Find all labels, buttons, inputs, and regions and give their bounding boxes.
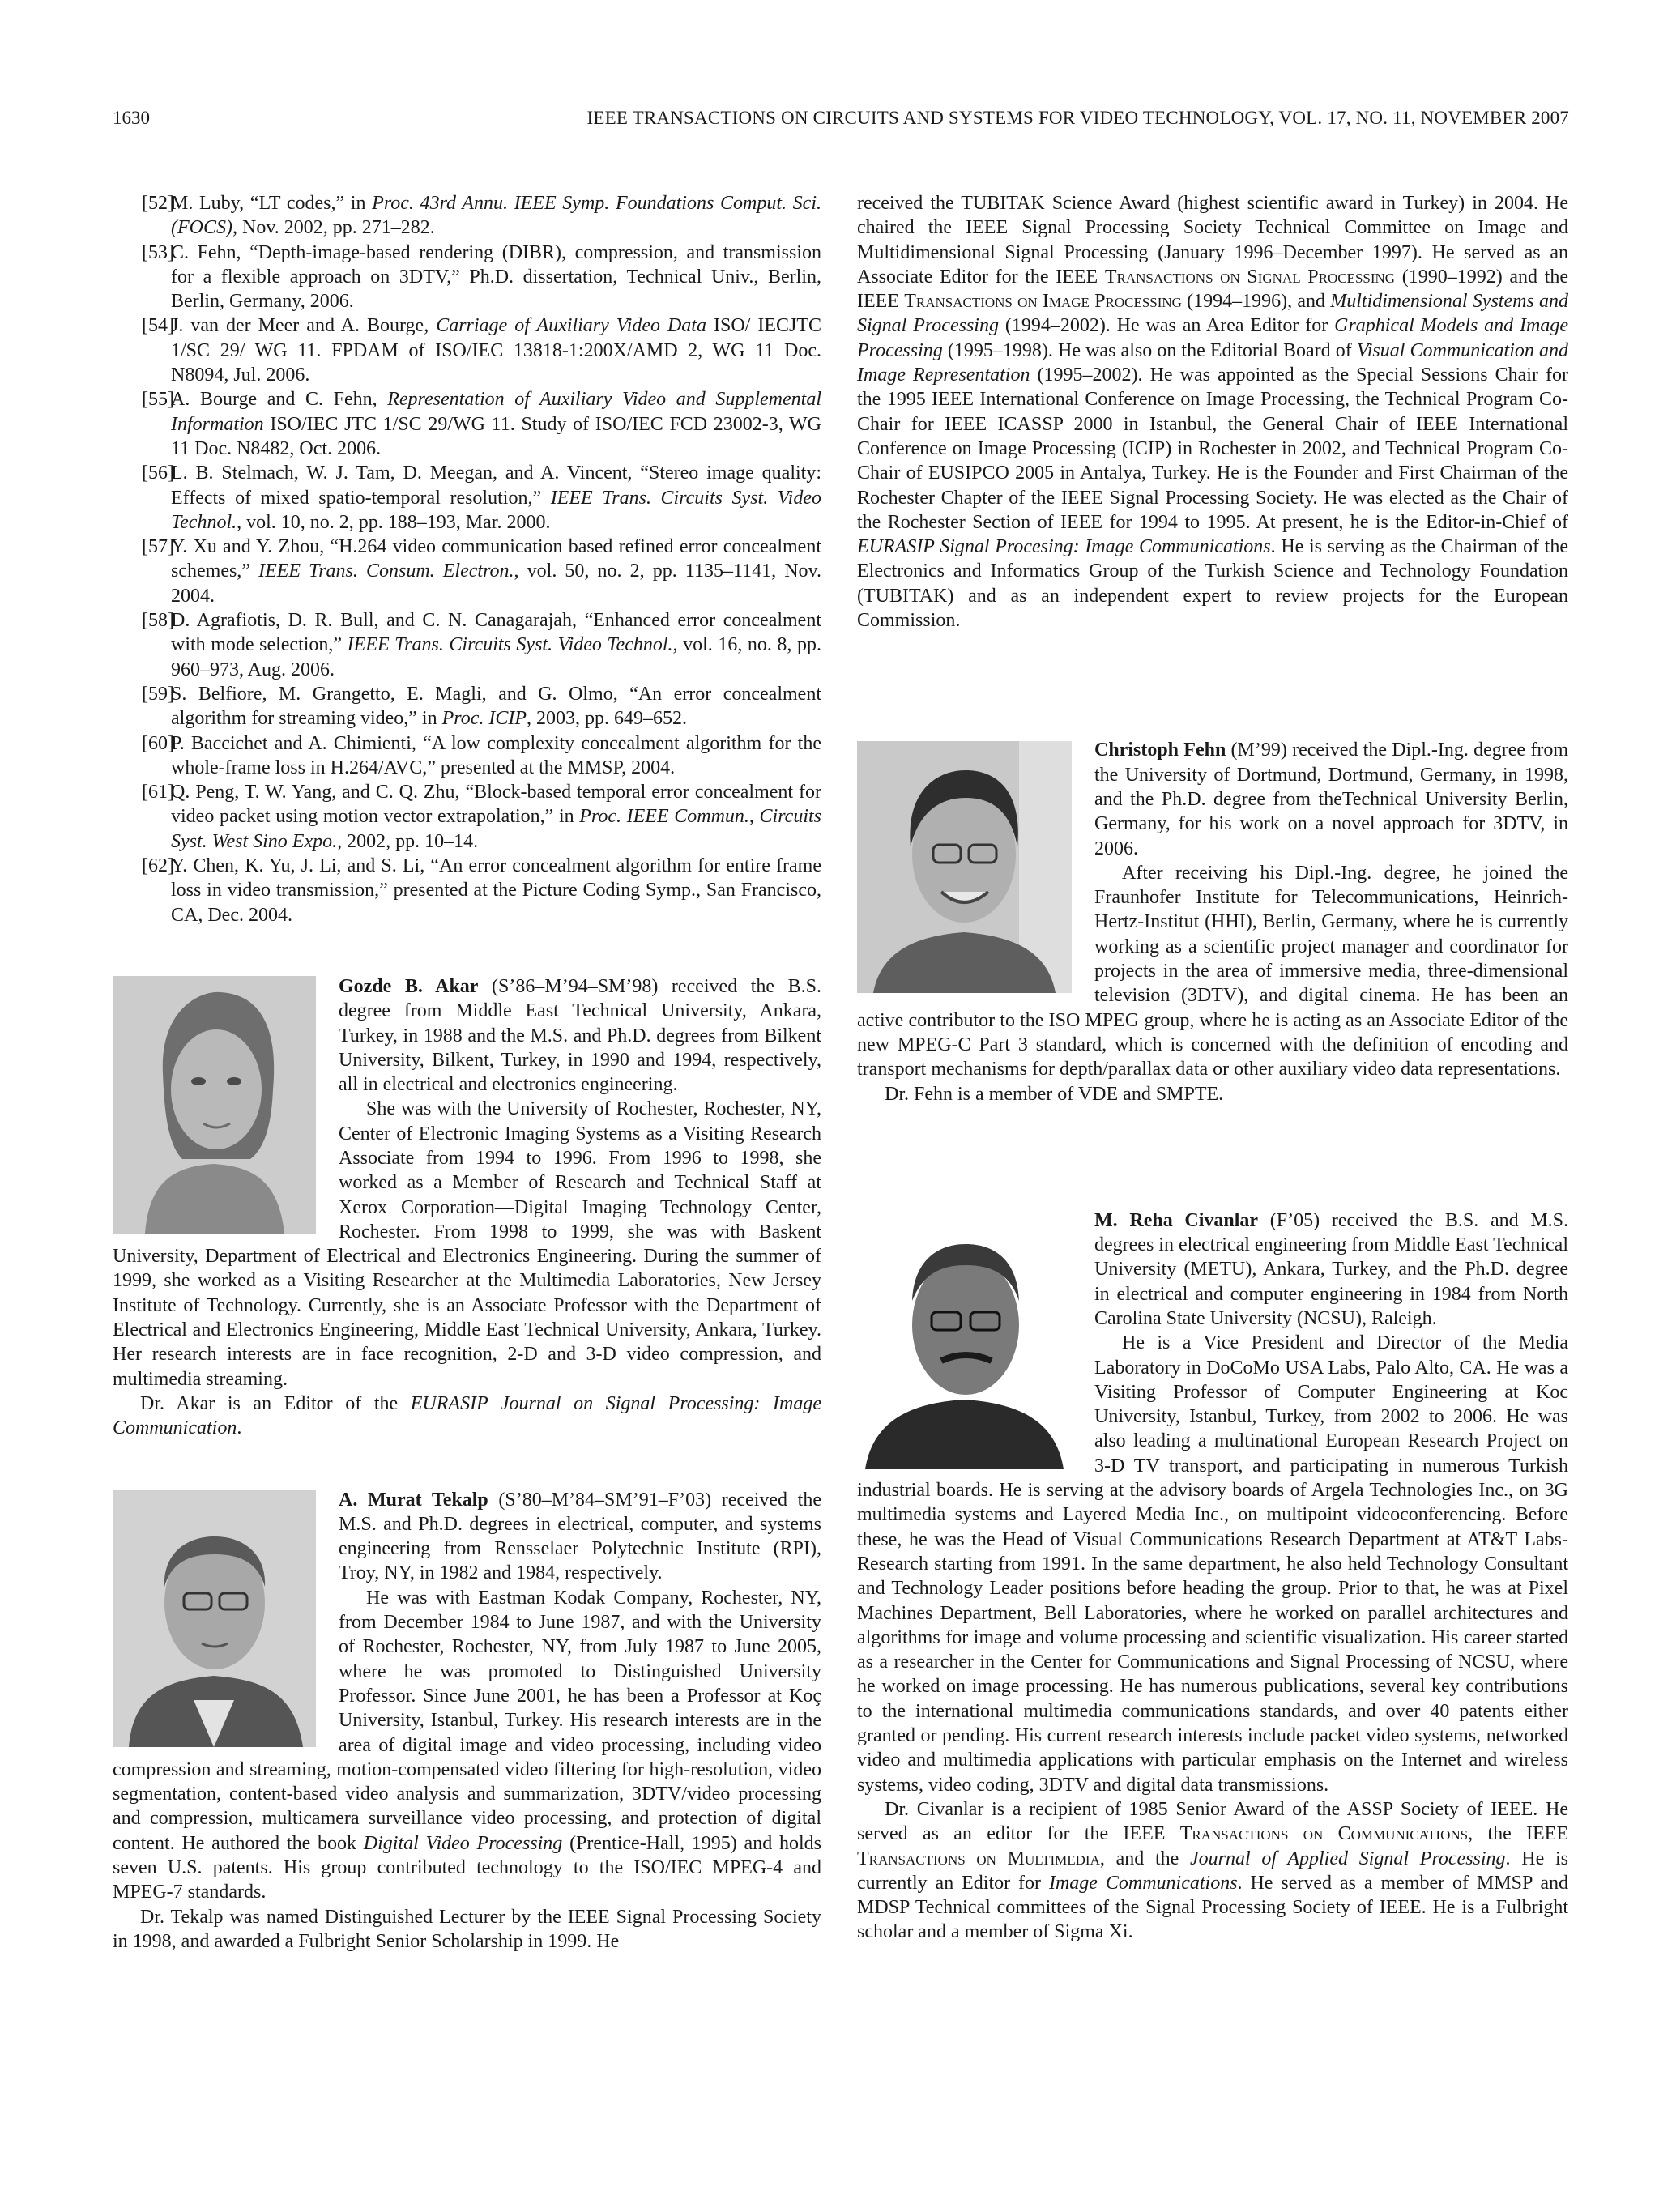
bio-text: He is a Vice President and Director of the Media Laboratory in DoCoMo USA Labs, Palo Alto, CA. He was a Visiting Professor of Computer Engineering at Koc University, Istanbul, Turkey, from 2002 to 2006. He was also leading a multinational European Research Project on 3-D TV transport, and participating in numerous Turkish industrial boards. He is serving at the advisory boards of Argela Technologies Inc., on 3G multimedia systems and Layered Media Inc., on multipoint videoconferencing. Before these, he was the Head of Visual Communications Research Department at AT&T Labs-Research starting from 1991. In the same department, he also held Technology Consultant and Technology Leader positions before heading the group. Prior to that, he was at Pixel Machines Department, Bell Laboratories, where he worked on parallel architectures and algorithms for image and volume processing and scientific visualization. His career started as a researcher in the Center for Communications and Signal Processing of NCSU, where he worked on image processing. He has numerous publications, several key contributions to the international multimedia communications standards, and over 40 patents either granted or pending. His current research interests include packet video systems, networked video and multimedia applications with particular emphasis on the Internet and wireless systems, video coding, 3DTV and digital data transmissions. bbox=[857, 1332, 1568, 1796]
bio-text: Dr. Fehn is a member of VDE and SMPTE. bbox=[885, 1083, 1224, 1105]
bio-text: Dr. Tekalp was named Distinguished Lecturer by the IEEE Signal Processing Society in 1998, and awarded a Fulbright Senior Scholarship in 1999. He bbox=[113, 1906, 821, 1952]
bio-text: Dr. Civanlar is a recipient of 1985 Senior Award of the ASSP Society of IEEE. He served as an editor for the IEEE Transactions on Communications, the IEEE Transactions on Multimedia, and the Journal of Applied Signal Processing. He is currently an Editor for Image Communications. He served as a member of MMSP and MDSP Technical committees of the Signal Processing Society of IEEE. He is a Fulbright scholar and a member of Sigma Xi. bbox=[857, 1798, 1569, 1943]
bio-text: After receiving his Dipl.-Ing. degree, he joined the Fraunhofer Institute for Telecommunications, Heinrich-Hertz-Institut (HHI), Berlin, Germany, where he is currently working as a scientific project manager and coordinator for projects in the area of immersive media, three-dimensional television (3DTV), and digital cinema. He has been an active contributor to the ISO MPEG group, where he is acting as an Associate Editor of the new MPEG-C Part 3 standard, which is concerned with the definition of encoding and transport mechanisms for depth/parallax data or other auxiliary video data representations. bbox=[857, 862, 1568, 1080]
bio-text: He was with Eastman Kodak Company, Rochester, NY, from December 1984 to June 1987, and with the University of Rochester, Rochester, NY, from July 1987 to June 2005, where he was promoted to Distinguished University Professor. Since June 2001, he has been a Professor at Koç University, Istanbul, Turkey. His research interests are in the area of digital image and video processing, including video compression and streaming, motion-compensated video filtering for high-resolution, video segmentation, content-based video analysis and summarization, 3DTV/video processing and compression, multicamera surveillance video processing, and protection of digital content. He authored the book Digital Video Processing (Prentice-Hall, 1995) and holds seven U.S. patents. His group contributed technology to the ISO/IEC MPEG-4 and MPEG-7 standards. bbox=[113, 1587, 821, 1903]
right-column bbox=[857, 191, 1568, 1945]
photo-fehn bbox=[857, 741, 1072, 993]
photo-akar bbox=[113, 976, 316, 1234]
reference-number: [55] bbox=[142, 389, 174, 411]
reference-item: [52] M. Luby, “LT codes,” in Proc. 43rd Annu. IEEE Symp. Foundations Comput. Sci. (FOCS), Nov. 2002, pp. 271–282. bbox=[142, 193, 821, 239]
bio-text: (F’05) received the B.S. and M.S. degrees in electrical engineering from Middle East Technical University (METU), Ankara, Turkey, and the Ph.D. degree in electrical and computer engineering in 1984 from North Carolina State University (NCSU), Raleigh. bbox=[1094, 1209, 1569, 1329]
reference-number: [62] bbox=[142, 855, 174, 877]
tekalp-bio-continued: received the TUBITAK Science Award (highest scientific award in Turkey) in 2004. He chaired the IEEE Signal Processing Society Technical Committee on Image and Multidimensional Signal Processing (January 1996–December 1997). He served as an Associate Editor for the IEEE Transactions on Signal Processing (1990–1992) and the IEEE Transactions on Image Processing (1994–1996), and Multidimensional Systems and Signal Processing (1994–2002). He was an Area Editor for Graphical Models and Image Processing (1995–1998). He was also on the Editorial Board of Visual Communication and Image Representation (1995–2002). He was appointed as the Special Sessions Chair for the 1995 IEEE International Conference on Image Processing, the Technical Program Co-Chair for IEEE ICASSP 2000 in Istanbul, the General Chair of IEEE International Conference on Image Processing (ICIP) in Rochester in 2002, and Technical Program Co-Chair of EUSIPCO 2005 in Antalya, Turkey. He is the Founder and First Chairman of the Rochester Chapter of the IEEE Signal Processing Society. He was elected as the Chair of the Rochester Section of IEEE for 1994 to 1995. At present, he is the Editor-in-Chief of EURASIP Signal Procesing: Image Communications. He is serving as the Chairman of the Electronics and Informatics Group of the Turkish Science and Technology Foundation (TUBITAK) and as an independent expert to review projects for the European Commission. bbox=[857, 193, 1568, 632]
bio-name: Gozde B. Akar bbox=[339, 975, 479, 997]
reference-item: [57] Y. Xu and Y. Zhou, “H.264 video communication based refined error concealment schemes,” IEEE Trans. Consum. Electron., vol. 50, no. 2, pp. 1135–1141, Nov. 2004. bbox=[142, 536, 821, 607]
portrait-akar bbox=[113, 976, 316, 1234]
reference-number: [52] bbox=[142, 193, 174, 214]
reference-number: [56] bbox=[142, 462, 174, 484]
reference-item: [62] Y. Chen, K. Yu, J. Li, and S. Li, “An error concealment algorithm for entire frame loss in video transmission,” presented at the Picture Coding Symp., San Francisco, CA, Dec. 2004. bbox=[142, 855, 821, 926]
bio-akar bbox=[113, 974, 821, 1441]
bio-name: M. Reha Civanlar bbox=[1094, 1209, 1259, 1231]
photo-tekalp bbox=[113, 1490, 316, 1747]
bio-text: (S’86–M’94–SM’98) received the B.S. degree from Middle East Technical University, Ankara, Turkey, in 1988 and the M.S. and Ph.D. degrees from Bilkent University, Bilkent, Turkey, in 1990 and 1994, respectively, all in electrical and electronics engineering. bbox=[339, 975, 821, 1096]
reference-item: [60] P. Baccichet and A. Chimienti, “A low complexity concealment algorithm for the whole-frame loss in H.264/AVC,” presented at the MMSP, 2004. bbox=[142, 732, 821, 778]
reference-item: [53] C. Fehn, “Depth-image-based rendering (DIBR), compression, and transmission for a flexible approach on 3DTV,” Ph.D. dissertation, Technical Univ., Berlin, Berlin, Germany, 2006. bbox=[142, 241, 821, 313]
reference-number: [61] bbox=[142, 782, 174, 803]
reference-item: [61] Q. Peng, T. W. Yang, and C. Q. Zhu, “Block-based temporal error concealment for video packet using motion vector extrapolation,” in Proc. IEEE Commun., Circuits Syst. West Sino Expo., 2002, pp. 10–14. bbox=[142, 782, 821, 852]
portrait-fehn bbox=[857, 741, 1072, 993]
bio-text: (M’99) received the Dipl.-Ing. degree from the University of Dortmund, Dortmund, Germany, in 1998, and the Ph.D. degree from theTechnical University Berlin, Germany, for his work on a novel approach for 3DTV, in 2006. bbox=[1094, 739, 1568, 859]
photo-civanlar bbox=[857, 1212, 1072, 1469]
page-number: 1630 bbox=[113, 108, 150, 128]
reference-item: [55] A. Bourge and C. Fehn, Representation of Auxiliary Video and Supplemental Information ISO/IEC JTC 1/SC 29/WG 11. Study of ISO/IEC FCD 23002-3, WG 11 Doc. N8482, Oct. 2006. bbox=[142, 389, 821, 459]
reference-number: [58] bbox=[142, 610, 174, 632]
reference-number: [59] bbox=[142, 683, 174, 705]
bio-tekalp bbox=[113, 1488, 821, 1954]
reference-item: [59] S. Belfiore, M. Grangetto, E. Magli, and G. Olmo, “An error concealment algorithm for streaming video,” in Proc. ICIP, 2003, pp. 649–652. bbox=[142, 683, 821, 730]
reference-item: [54] J. van der Meer and A. Bourge, Carriage of Auxiliary Video Data ISO/ IECJTC 1/SC 29/ WG 11. FPDAM of ISO/IEC 13818-1:200X/AMD 2, WG 11 Doc. N8094, Jul. 2006. bbox=[142, 315, 822, 386]
running-header bbox=[113, 102, 1569, 134]
portrait-tekalp bbox=[113, 1490, 316, 1747]
left-column bbox=[113, 191, 821, 1954]
reference-item: [58] D. Agrafiotis, D. R. Bull, and C. N. Canagarajah, “Enhanced error concealment with mode selection,” IEEE Trans. Circuits Syst. Video Technol., vol. 16, no. 8, pp. 960–973, Aug. 2006. bbox=[142, 610, 821, 680]
journal-title: IEEE TRANSACTIONS ON CIRCUITS AND SYSTEMS FOR VIDEO TECHNOLOGY, VOL. 17, NO. 11, NOVEMBER 2007 bbox=[586, 108, 1569, 128]
bio-name: A. Murat Tekalp bbox=[339, 1489, 488, 1511]
reference-number: [57] bbox=[142, 536, 174, 558]
bio-fehn bbox=[857, 738, 1568, 1106]
reference-number: [60] bbox=[142, 732, 174, 754]
bio-text: She was with the University of Rochester, Rochester, NY, Center of Electronic Imaging Systems as a Visiting Research Associate from 1994 to 1996. From 1996 to 1998, she worked as a Member of Research and Technical Staff at Xerox Corporation—Digital Imaging Technology Center, Rochester. From 1998 to 1999, she was with Baskent University, Department of Electrical and Electronics Engineering. During the summer of 1999, she worked as a Visiting Researcher at the Multimedia Laboratories, New Jersey Institute of Technology. Currently, she is an Associate Professor with the Department of Electrical and Electronics Engineering, Middle East Technical University, Ankara, Turkey. Her research interests are in face recognition, 2-D and 3-D video compression, and multimedia streaming. bbox=[113, 1098, 821, 1390]
bio-text: (S’80–M’84–SM’91–F’03) received the M.S. and Ph.D. degrees in electrical, computer, and systems engineering from Rensselaer Polytechnic Institute (RPI), Troy, NY, in 1982 and 1984, respectively. bbox=[339, 1489, 821, 1584]
reference-number: [54] bbox=[142, 315, 174, 337]
reference-list bbox=[113, 191, 821, 927]
reference-item: [56] L. B. Stelmach, W. J. Tam, D. Meegan, and A. Vincent, “Stereo image quality: Effects of mixed spatio-temporal resolution,” IEEE Trans. Circuits Syst. Video Technol., vol. 10, no. 2, pp. 188–193, Mar. 2000. bbox=[142, 462, 822, 533]
reference-number: [53] bbox=[142, 241, 174, 263]
portrait-civanlar bbox=[857, 1212, 1072, 1469]
bio-name: Christoph Fehn bbox=[1094, 739, 1226, 761]
bio-civanlar bbox=[857, 1208, 1568, 1945]
bio-text: Dr. Akar is an Editor of the EURASIP Journal on Signal Processing: Image Communication. bbox=[113, 1392, 821, 1439]
